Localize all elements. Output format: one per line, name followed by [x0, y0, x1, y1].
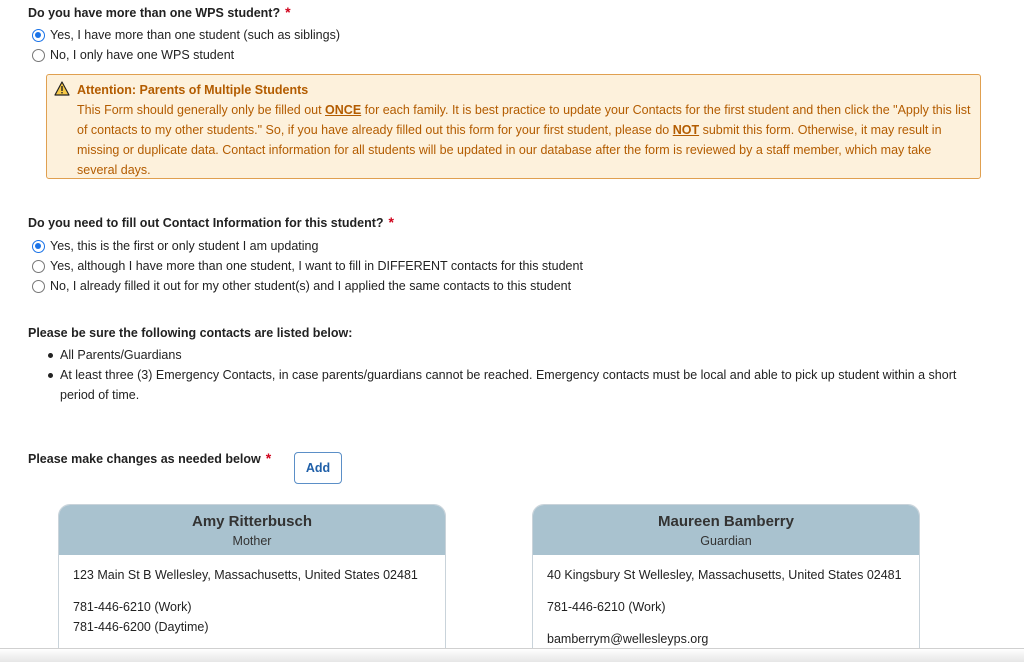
contact-card-header	[533, 505, 919, 555]
contact-address: 40 Kingsbury St Wellesley, Massachusetts, United States 02481	[547, 568, 902, 582]
radio-button[interactable]	[32, 260, 45, 273]
attention-alert-box	[46, 74, 981, 179]
section-label: Please make changes as needed below	[28, 452, 261, 466]
contacts-requirements-title: Please be sure the following contacts are listed below:	[28, 326, 353, 340]
radio-label[interactable]: No, I already filled it out for my other student(s) and I applied the same contacts to this student	[50, 279, 572, 293]
add-contact-button[interactable]: Add	[294, 452, 342, 484]
emphasis-once: ONCE	[325, 103, 362, 117]
radio-option-multiple-yes[interactable]	[32, 28, 340, 42]
required-marker: *	[388, 214, 394, 230]
contact-details	[533, 555, 919, 659]
window-bottom-edge	[0, 648, 1024, 662]
list-item: All Parents/Guardians	[48, 345, 968, 365]
contact-details	[59, 555, 445, 662]
contacts-requirements-list	[48, 345, 968, 405]
contact-card-header	[59, 505, 445, 555]
question-multiple-students	[28, 4, 291, 20]
radio-button[interactable]	[32, 29, 45, 42]
contact-card	[58, 504, 446, 662]
required-marker: *	[285, 4, 291, 20]
radio-option-different-contacts[interactable]	[32, 259, 583, 273]
alert-message: This Form should generally only be filled out ONCE for each family. It is best practice to update your Contacts for the first student and then click the "Apply this list of contacts to my other students." So, if you have already filled out this form for your first student, please do NOT submit this form. Otherwise, it may result in missing or duplicate data. Contact information for all students will be updated in our database after the form is reviewed by a staff member, which may take several days.	[77, 103, 971, 177]
radio-button[interactable]	[32, 49, 45, 62]
contact-email: bamberrym@wellesleyps.org	[547, 632, 709, 646]
contact-address: 123 Main St B Wellesley, Massachusetts, United States 02481	[73, 568, 418, 582]
contact-role: Mother	[232, 534, 272, 548]
alert-title: Attention: Parents of Multiple Students	[77, 83, 309, 97]
contact-card	[532, 504, 920, 662]
contact-phone: 781-446-6210 (Work)	[547, 600, 666, 614]
radio-option-first-student[interactable]	[32, 239, 318, 253]
radio-option-already-filled[interactable]	[32, 279, 571, 293]
contact-name: Maureen Bamberry	[658, 513, 794, 530]
question-label: Do you need to fill out Contact Information for this student?	[28, 216, 384, 230]
list-item: At least three (3) Emergency Contacts, in case parents/guardians cannot be reached. Emergency contacts must be local and able to pick up student within a short period of time.	[48, 365, 968, 405]
warning-icon	[54, 81, 70, 96]
question-contact-info	[28, 214, 394, 230]
radio-button[interactable]	[32, 240, 45, 253]
question-label: Do you have more than one WPS student?	[28, 6, 281, 20]
contact-role: Guardian	[700, 534, 752, 548]
radio-label[interactable]: No, I only have one WPS student	[50, 48, 235, 62]
contact-name: Amy Ritterbusch	[191, 513, 313, 530]
radio-option-multiple-no[interactable]	[32, 48, 234, 62]
required-marker: *	[265, 450, 272, 466]
changes-section-title	[28, 450, 271, 466]
contact-phone: 781-446-6210 (Work)	[73, 600, 192, 614]
contact-phone: 781-446-6200 (Daytime)	[73, 620, 209, 634]
radio-label[interactable]: Yes, although I have more than one student, I want to fill in DIFFERENT contacts for this student	[50, 259, 583, 273]
emphasis-not: NOT	[672, 123, 700, 137]
radio-label[interactable]: Yes, this is the first or only student I am updating	[50, 239, 319, 253]
radio-button[interactable]	[32, 280, 45, 293]
radio-label[interactable]: Yes, I have more than one student (such as siblings)	[50, 28, 340, 42]
